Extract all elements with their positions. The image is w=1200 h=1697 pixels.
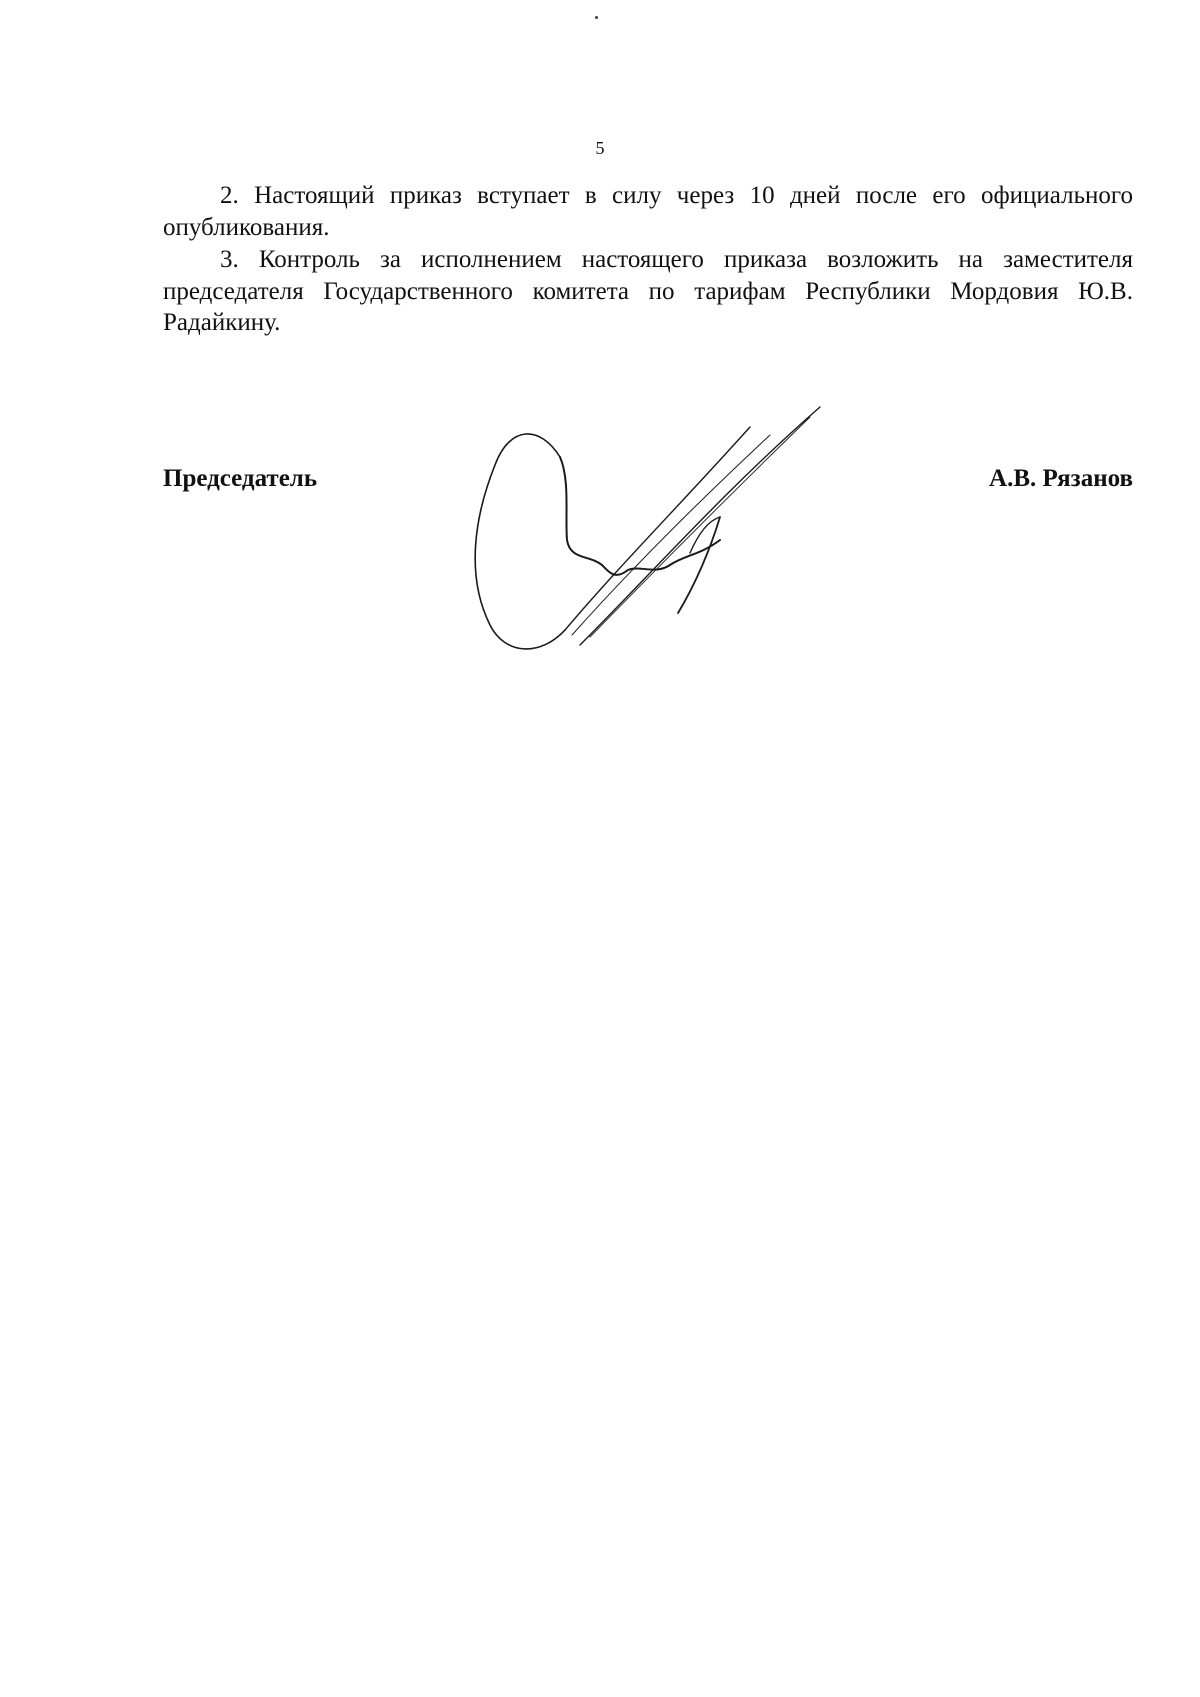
paragraph-3: 3. Контроль за исполнением настоящего приказа возложить на заместителя председателя Государственного комитета по тарифам Республики Мордовия Ю.В. Радайкину. bbox=[163, 246, 1133, 336]
paragraph-2: 2. Настоящий приказ вступает в силу через 10 дней после его официального опубликования. bbox=[163, 182, 1133, 241]
page-number: 5 bbox=[595, 138, 605, 158]
signer-title: Председатель bbox=[163, 465, 318, 492]
signer-name: А.В. Рязанов bbox=[989, 465, 1133, 492]
handwritten-signature bbox=[470, 405, 840, 660]
scan-speck bbox=[595, 16, 598, 19]
document-body bbox=[163, 180, 1133, 339]
